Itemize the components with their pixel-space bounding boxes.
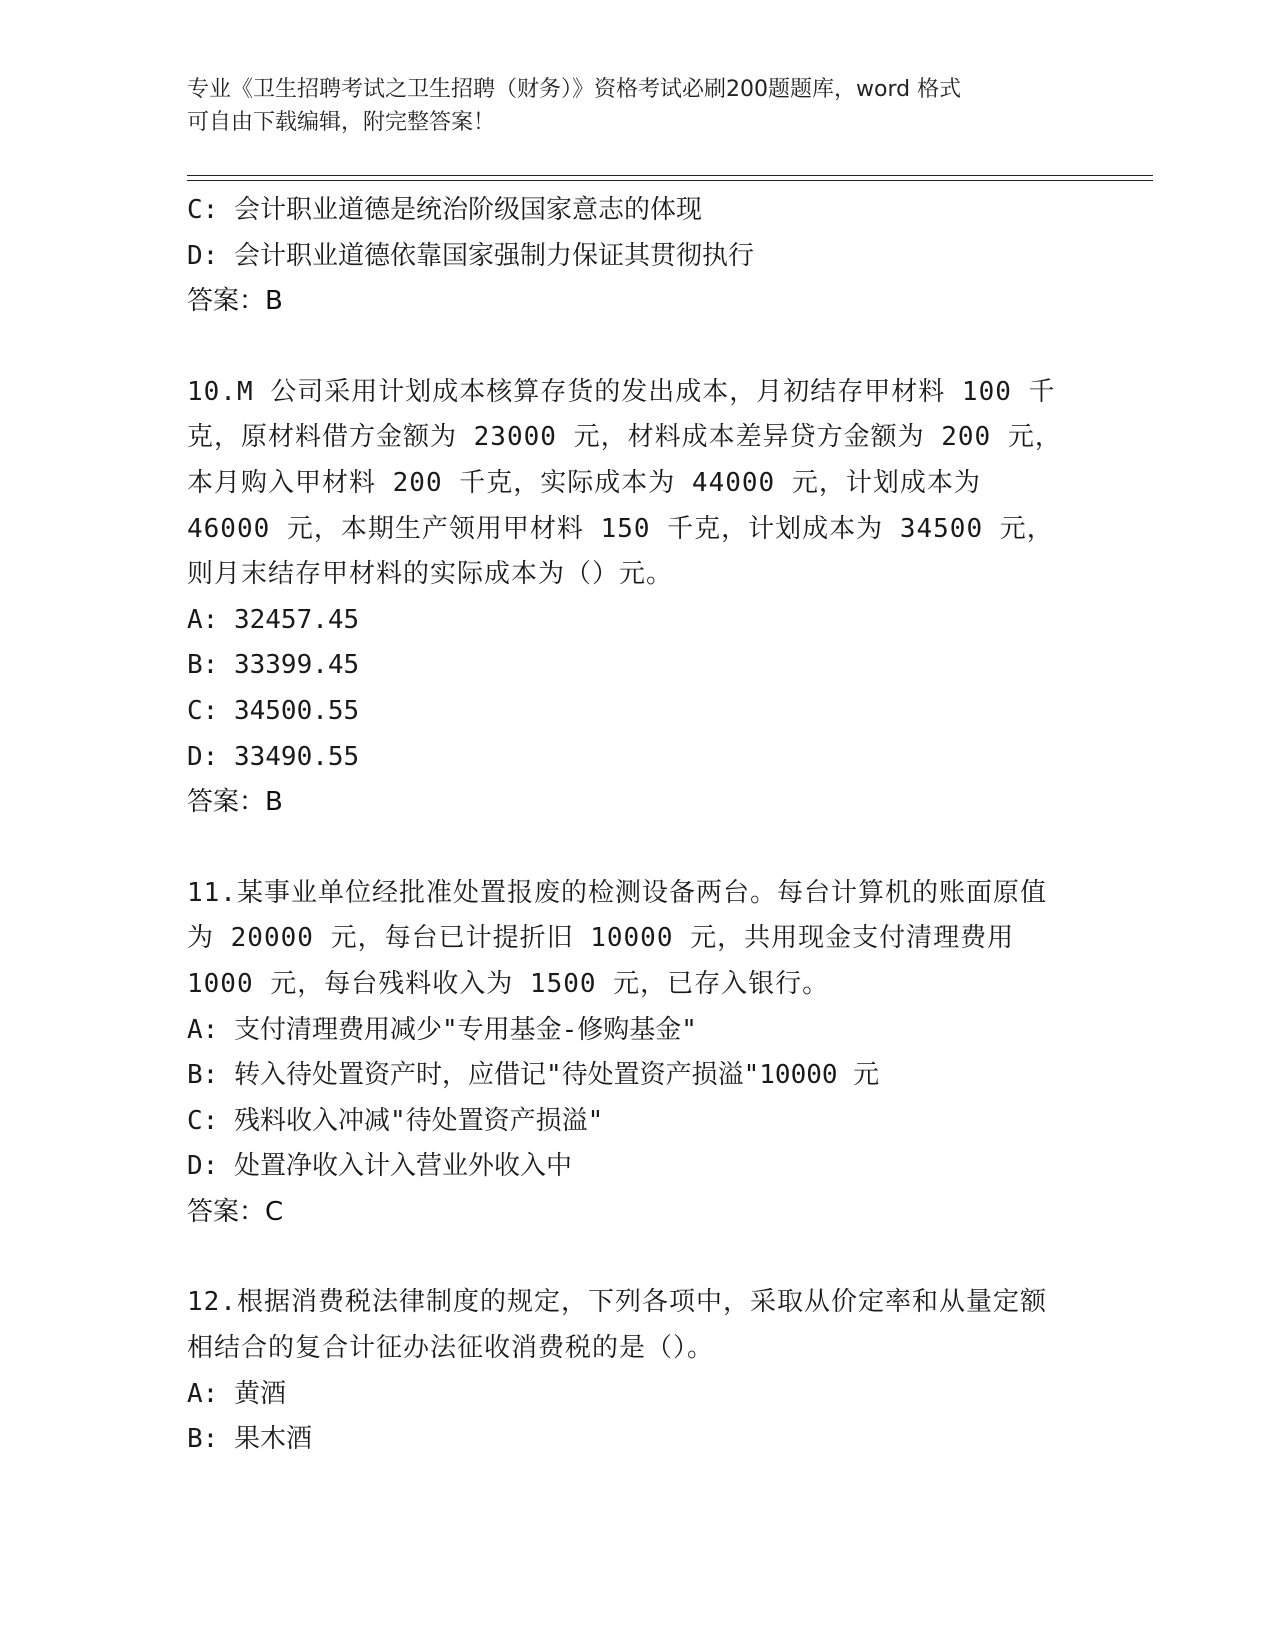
option-b: B: 转入待处置资产时，应借记"待处置资产损溢"10000 元 — [187, 1060, 880, 1091]
header-title-line-2: 可自由下载编辑，附完整答案！ — [187, 110, 496, 135]
option-c: C: 残料收入冲减"待处置资产损溢" — [187, 1105, 604, 1136]
option-c: C: 会计职业道德是统治阶级国家意志的体现 — [187, 195, 702, 225]
header-title-line-1: 专业《卫生招聘考试之卫生招聘（财务）》资格考试必刷200题题库，word 格式 — [187, 77, 962, 102]
answer-label: 答案：B — [187, 286, 283, 317]
spacer — [187, 1235, 1087, 1280]
question-stem: 10.M 公司采用计划成本核算存货的发出成本，月初结存甲材料 100 千克，原材料借方金额为 23000 元，材料成本差异贷方金额为 200 元，本月购入甲材料 200 千克，实际成本为 44000 元，计划成本为 46000 元，本期生产领用甲材料 150 千克，计划成本为 34500 元，则月末结存甲材料的实际成本为（）元。 — [187, 376, 1062, 590]
question-stem: 11.某事业单位经批准处置报废的检测设备两台。每台计算机的账面原值为 20000 元，每台已计提折旧 10000 元，共用现金支付清理费用 1000 元，每台残料收入为 1500 元，已存入银行。 — [187, 877, 1047, 999]
question-list — [187, 188, 1087, 1463]
option-b: B: 果木酒 — [187, 1424, 312, 1455]
option-b: B: 33399.45 — [187, 650, 360, 681]
option-a: A: 支付清理费用减少"专用基金-修购基金" — [187, 1014, 697, 1045]
option-d: D: 处置净收入计入营业外收入中 — [187, 1151, 572, 1182]
question-10 — [187, 370, 1087, 826]
spacer — [187, 325, 1087, 370]
document-header — [187, 73, 1087, 139]
option-d: D: 会计职业道德依靠国家强制力保证其贯彻执行 — [187, 240, 754, 271]
answer-label: 答案：B — [187, 787, 283, 818]
option-d: D: 33490.55 — [187, 741, 360, 772]
question-stem: 12.根据消费税法律制度的规定，下列各项中，采取从价定率和从量定额相结合的复合计征办法征收消费税的是（）。 — [187, 1287, 1047, 1364]
question-11 — [187, 871, 1087, 1236]
option-a: A: 32457.45 — [187, 604, 360, 635]
option-a: A: 黄酒 — [187, 1378, 286, 1409]
question-9-tail — [187, 188, 1087, 325]
answer-label: 答案：C — [187, 1196, 284, 1227]
header-divider-bottom — [187, 180, 1153, 181]
option-c: C: 34500.55 — [187, 695, 360, 726]
spacer — [187, 826, 1087, 871]
question-12 — [187, 1280, 1087, 1462]
header-divider-top — [187, 175, 1153, 176]
